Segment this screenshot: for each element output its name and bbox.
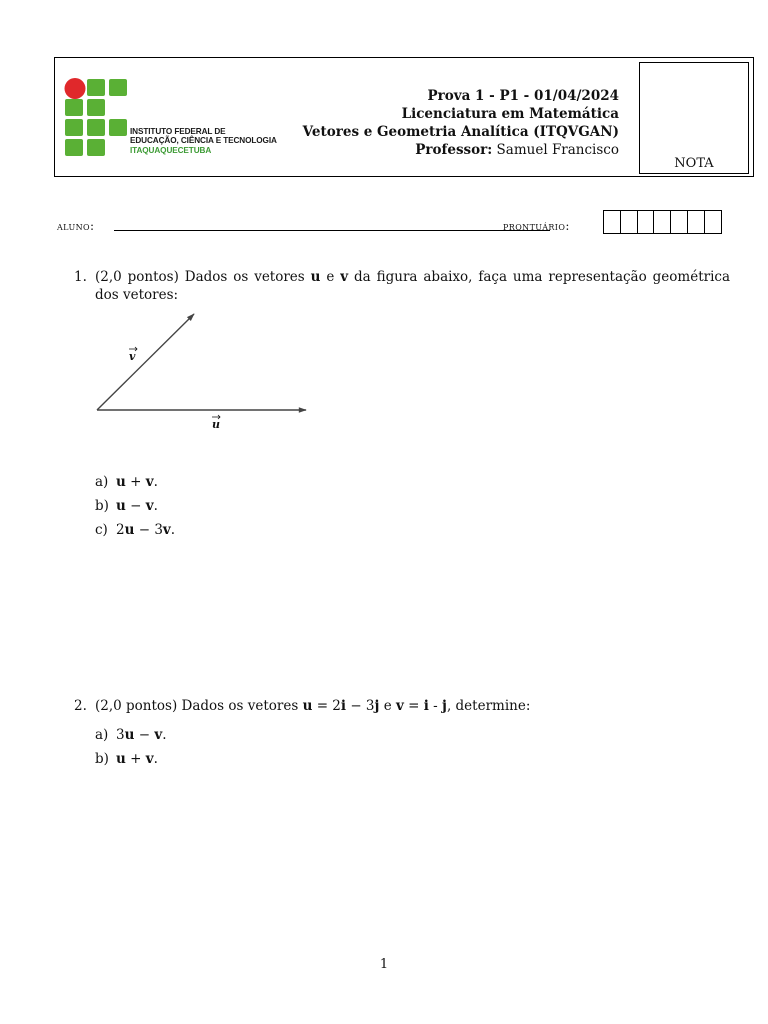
- vector-v-symbol: v: [340, 269, 349, 285]
- professor-label: Professor:: [415, 142, 493, 158]
- item-vector-a: u: [116, 474, 126, 490]
- unit-i-symbol: i: [423, 698, 429, 714]
- item-b: [95, 497, 175, 521]
- unit-j-symbol: j: [374, 698, 380, 714]
- vector-figure: [90, 305, 320, 440]
- u-equals: = 2: [312, 698, 341, 714]
- item-end: .: [153, 474, 158, 490]
- question-1: [74, 268, 730, 304]
- student-id-box[interactable]: [670, 210, 688, 234]
- v-equals: =: [403, 698, 424, 714]
- question-2-items: [95, 726, 166, 774]
- item-vector-b: v: [162, 522, 171, 538]
- logo-name-line2: EDUCAÇÃO, CIÊNCIA E TECNOLOGIA: [130, 136, 277, 146]
- question-2: [74, 697, 730, 715]
- conjunction: e: [320, 269, 341, 285]
- student-id-boxes[interactable]: [603, 210, 722, 234]
- student-id-box[interactable]: [620, 210, 638, 234]
- logo-name-line1: INSTITUTO FEDERAL DE: [130, 127, 226, 136]
- item-vector-a: u: [124, 522, 135, 538]
- question-text: [95, 697, 730, 715]
- course-name: Licenciatura em Matemática: [401, 106, 619, 122]
- item-a: [95, 726, 166, 750]
- question-points-text: (2,0 pontos) Dados os vetores: [95, 698, 303, 714]
- student-name-label: aluno:: [57, 219, 95, 233]
- question-rest-text: , determine:: [446, 698, 531, 714]
- student-id-box[interactable]: [637, 210, 655, 234]
- logo-text: [130, 127, 277, 155]
- question-1-items: [95, 473, 175, 545]
- item-operator: −: [125, 498, 146, 514]
- subject-name: Vetores e Geometria Analítica (ITQVGAN): [302, 124, 619, 140]
- student-info-row: [57, 210, 729, 234]
- item-label: b): [95, 498, 109, 514]
- item-vector-a: u: [116, 498, 126, 514]
- vector-u-symbol: u: [310, 269, 321, 285]
- unit-i-symbol: i: [340, 698, 347, 714]
- unit-j-symbol: j: [442, 698, 447, 714]
- item-operator: − 3: [134, 522, 163, 538]
- student-id-box[interactable]: [704, 210, 722, 234]
- vector-v-symbol: v: [395, 698, 404, 714]
- exam-title: Prova 1 - P1 - 01/04/2024: [427, 88, 619, 104]
- grade-box[interactable]: [639, 62, 749, 174]
- item-vector-b: v: [145, 498, 154, 514]
- professor-line: [303, 141, 619, 159]
- item-coefficient: 2: [116, 522, 125, 538]
- question-number: 1.: [74, 269, 87, 285]
- logo-campus: ITAQUAQUECETUBA: [130, 145, 212, 155]
- item-coefficient: 3: [116, 727, 125, 743]
- question-text: [95, 268, 730, 304]
- conjunction: e: [379, 698, 396, 714]
- item-vector-a: u: [124, 727, 135, 743]
- item-label: b): [95, 751, 109, 767]
- item-end: .: [153, 751, 158, 767]
- item-operator: +: [125, 474, 146, 490]
- item-a: [95, 473, 175, 497]
- question-rest-text: da figura abaixo, faça uma representação geométrica dos vetores:: [95, 269, 730, 303]
- page-number: 1: [379, 957, 389, 972]
- item-vector-b: v: [154, 727, 163, 743]
- item-end: .: [170, 522, 176, 538]
- item-vector-a: u: [116, 751, 126, 767]
- item-c: [95, 521, 175, 545]
- vector-v-label: v: [129, 350, 136, 363]
- item-end: .: [162, 727, 167, 743]
- vector-u-symbol: u: [302, 698, 313, 714]
- item-operator: +: [125, 751, 146, 767]
- item-label: c): [95, 522, 108, 538]
- grade-label: NOTA: [674, 156, 714, 171]
- student-id-label: prontuário:: [503, 219, 570, 233]
- item-vector-b: v: [145, 474, 154, 490]
- question-points-text: (2,0 pontos) Dados os vetores: [95, 269, 311, 285]
- student-name-field[interactable]: [114, 230, 550, 231]
- exam-title-block: [303, 87, 619, 159]
- item-vector-b: v: [145, 751, 154, 767]
- item-b: [95, 750, 166, 774]
- student-id-box[interactable]: [687, 210, 705, 234]
- vector-v-arrow: [97, 314, 194, 410]
- item-label: a): [95, 474, 109, 490]
- question-number: 2.: [74, 698, 87, 714]
- vector-u-label: u: [212, 418, 220, 431]
- student-id-box[interactable]: [603, 210, 621, 234]
- item-label: a): [95, 727, 109, 743]
- v-minus: -: [428, 698, 443, 714]
- student-id-box[interactable]: [653, 210, 671, 234]
- u-minus: − 3: [346, 698, 375, 714]
- item-operator: −: [134, 727, 155, 743]
- professor-name: Samuel Francisco: [496, 142, 619, 158]
- item-end: .: [153, 498, 158, 514]
